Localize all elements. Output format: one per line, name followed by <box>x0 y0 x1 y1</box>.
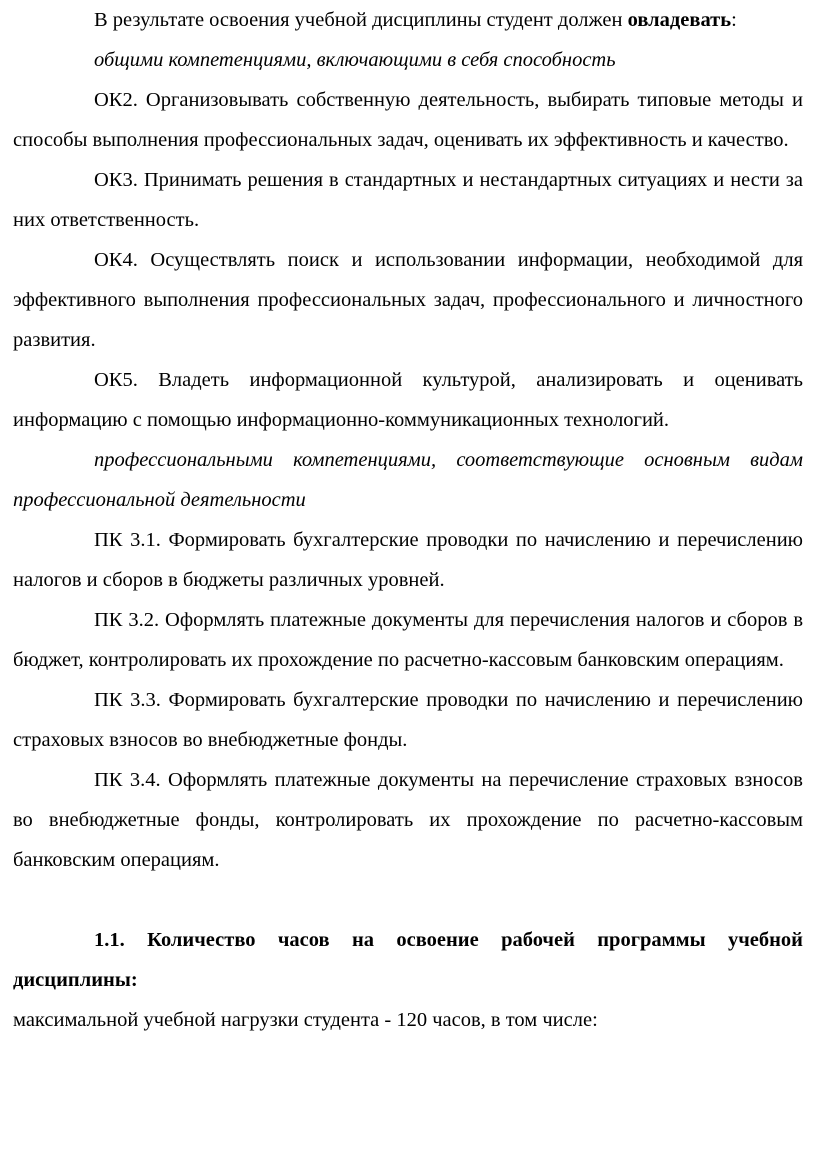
general-competencies-heading: общими компетенциями, включающими в себя способность <box>94 49 616 71</box>
professional-competencies-heading: профессиональными компетенциями, соответствующие основным видам профессиональной деятельности <box>13 449 803 511</box>
competency-ok4: ОК4. Осуществлять поиск и использовании информации, необходимой для эффективного выполнения профессиональных задач, профессионального и личностного развития. <box>13 249 803 351</box>
intro-bold-word: овладевать <box>627 9 732 31</box>
competency-pk-3-3: ПК 3.3. Формировать бухгалтерские проводки по начислению и перечислению страховых взносов во внебюджетные фонды. <box>13 689 803 751</box>
competency-pk-3-2: ПК 3.2. Оформлять платежные документы для перечисления налогов и сборов в бюджет, контролировать их прохождение по расчетно-кассовым банковским операциям. <box>13 609 803 671</box>
competency-ok2: ОК2. Организовывать собственную деятельность, выбирать типовые методы и способы выполнения профессиональных задач, оценивать их эффективность и качество. <box>13 89 803 151</box>
section-1-1-title: 1.1. Количество часов на освоение рабочей программы учебной дисциплины: <box>13 929 803 991</box>
max-load-line: максимальной учебной нагрузки студента - 120 часов, в том числе: <box>13 1009 598 1031</box>
intro-colon: : <box>731 9 737 31</box>
competency-pk-3-1: ПК 3.1. Формировать бухгалтерские проводки по начислению и перечислению налогов и сборов в бюджеты различных уровней. <box>13 529 803 591</box>
competency-ok3: ОК3. Принимать решения в стандартных и нестандартных ситуациях и нести за них ответственность. <box>13 169 803 231</box>
intro-text: В результате освоения учебной дисциплины студент должен <box>94 9 623 31</box>
intro-paragraph <box>13 0 803 40</box>
competency-ok5: ОК5. Владеть информационной культурой, анализировать и оценивать информацию с помощью информационно-коммуникационных технологий. <box>13 369 803 431</box>
competency-pk-3-4: ПК 3.4. Оформлять платежные документы на перечисление страховых взносов во внебюджетные фонды, контролировать их прохождение по расчетно-кассовым банковским операциям. <box>13 769 803 871</box>
document-page <box>13 0 803 1040</box>
